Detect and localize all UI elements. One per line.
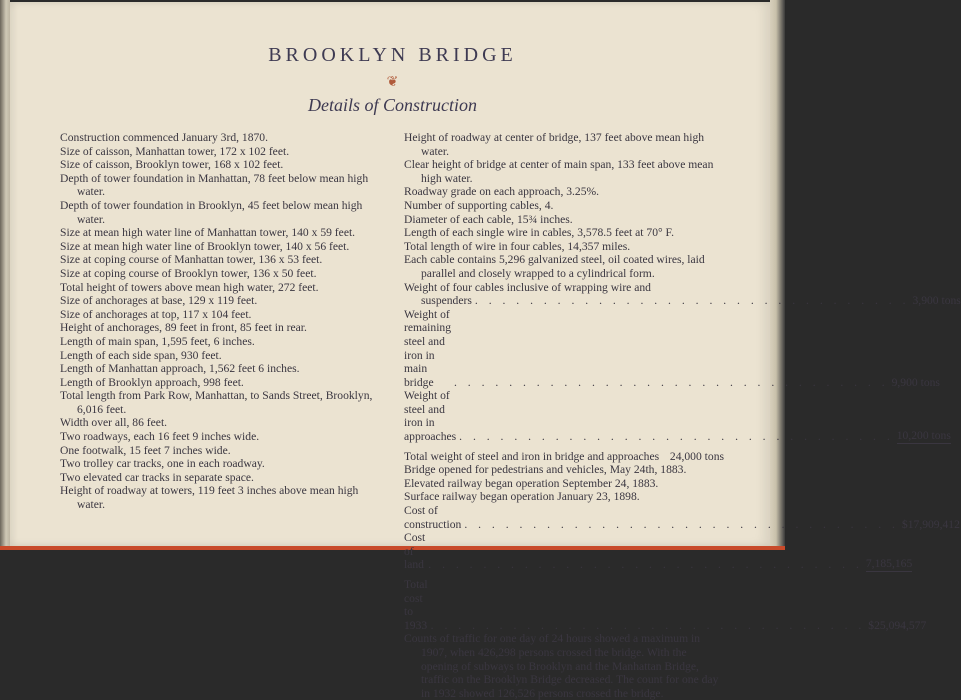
weight-label: suspenders: [421, 294, 472, 308]
fact-line: Length of Brooklyn approach, 998 feet.: [60, 375, 244, 389]
leader-dots: . . . . . . . . . . . . . . . . . . . . . . . . . . . . . . . .: [454, 375, 889, 389]
fact-line: Size at coping course of Brooklyn tower, 136 x 50 feet.: [60, 266, 317, 280]
fact-line: Height of roadway at center of bridge, 137 feet above mean high water.: [404, 131, 705, 158]
weight-total-row: [404, 450, 724, 464]
weight-label: Weight of steel and iron in approaches: [404, 389, 457, 444]
leader-dots: . . . . . . . . . . . . . . . . . . . . . . . . . . . . . . . .: [459, 430, 894, 444]
fact-line: Two elevated car tracks in separate space.: [60, 470, 254, 484]
page-title: BROOKLYN BRIDGE: [268, 44, 517, 66]
weight-value: 9,900 tons: [891, 375, 940, 389]
weight-value: 10,200 tons: [896, 429, 951, 443]
fact-line: Two roadways, each 16 feet 9 inches wide.: [60, 430, 260, 444]
fact-line: Width over all, 86 feet.: [60, 416, 168, 430]
fact-line: Total length from Park Row, Manhattan, to Sands Street, Brooklyn, 6,016 feet.: [60, 389, 373, 416]
leader-dots: . . . . . . . . . . . . . . . . . . . . . . . . . . . . . . . .: [428, 558, 863, 572]
weight-label: Weight of remaining steel and iron in main bridge: [404, 307, 452, 389]
fact-line: Surface railway began operation January 23, 1898.: [404, 490, 640, 504]
fact-line: Size at coping course of Manhattan tower, 136 x 53 feet.: [60, 253, 323, 267]
fact-line: Depth of tower foundation in Brooklyn, 45 feet below mean high water.: [60, 198, 363, 226]
fact-line: Length of Manhattan approach, 1,562 feet 6 inches.: [60, 362, 300, 376]
fleuron-icon: ❦: [386, 75, 399, 90]
fact-line: Size of anchorages at base, 129 x 119 feet.: [60, 294, 258, 308]
fact-line: Size of anchorages at top, 117 x 104 feet.: [60, 307, 252, 321]
fact-line: Number of supporting cables, 4.: [404, 198, 554, 212]
fact-line: Two trolley car tracks, one in each roadway.: [60, 457, 265, 471]
weight-row: [404, 294, 961, 308]
leader-dots: . . . . . . . . . . . . . . . . . . . . . . . . . . . . . . . .: [474, 294, 910, 308]
weight-row: [404, 307, 940, 390]
cost-label: Cost of land: [404, 531, 426, 572]
fact-line: Length of each side span, 930 feet.: [60, 348, 222, 362]
fact-line: Clear height of bridge at center of main span, 133 feet above mean high water.: [404, 158, 714, 185]
right-column: [404, 131, 961, 700]
fact-line: Construction commenced January 3rd, 1870.: [60, 131, 268, 144]
fact-line: Length of main span, 1,595 feet, 6 inches.: [60, 334, 255, 348]
cost-total-label: Total cost to 1933: [404, 578, 428, 632]
fact-line: Each cable contains 5,296 galvanized steel, oil coated wires, laid parallel and closely wrapped to a cylindrical form.: [404, 253, 705, 280]
cost-value: 7,185,165: [865, 557, 913, 571]
cost-total-row: [404, 578, 927, 632]
cost-label: Cost of construction: [404, 504, 462, 531]
traffic-note: Counts of traffic for one day of 24 hours showed a maximum in 1907, when 426,298 persons crossed the bridge. With the opening of subways to Brooklyn and the Manhattan Bridge, traffic on the Brooklyn Bridge decreased. The count for one day in 1932 showed 126,526 persons crossed the bridge.: [404, 632, 719, 700]
fact-line: Elevated railway began operation September 24, 1883.: [404, 476, 659, 490]
page-subtitle: Details of Construction: [307, 95, 477, 115]
weight-value: 3,900 tons: [912, 294, 961, 308]
fact-line: Size of caisson, Manhattan tower, 172 x 102 feet.: [60, 144, 290, 158]
weight-total-label: Total weight of steel and iron in bridge and approaches: [404, 449, 660, 463]
fact-line: Weight of four cables inclusive of wrapping wire and: [404, 280, 651, 294]
leader-dots: . . . . . . . . . . . . . . . . . . . . . . . . . . . . . . . .: [464, 517, 899, 531]
fact-line: Total height of towers above mean high water, 272 feet.: [60, 280, 319, 294]
cost-row: [404, 531, 913, 572]
cost-row: [404, 504, 960, 531]
left-column: [60, 131, 380, 512]
fact-line: Length of each single wire in cables, 3,578.5 feet at 70° F.: [404, 226, 674, 240]
fact-line: Total length of wire in four cables, 14,357 miles.: [404, 239, 631, 253]
weight-row: [404, 389, 951, 444]
leader-dots: . . . . . . . . . . . . . . . . . . . . . . . . . . . . . . . .: [430, 618, 866, 632]
fact-line: Bridge opened for pedestrians and vehicles, May 24th, 1883.: [404, 463, 687, 477]
fact-line: Height of anchorages, 89 feet in front, 85 feet in rear.: [60, 321, 307, 335]
weight-total-value: 24,000 tons: [669, 449, 724, 463]
fact-line: Size of caisson, Brooklyn tower, 168 x 102 feet.: [60, 158, 284, 172]
fact-line: Depth of tower foundation in Manhattan, 78 feet below mean high water.: [60, 171, 369, 199]
fact-line: Size at mean high water line of Manhattan tower, 140 x 59 feet.: [60, 226, 356, 240]
cost-value: $17,909,412: [901, 517, 960, 531]
cost-total-value: $25,094,577: [868, 618, 927, 632]
fact-line: Roadway grade on each approach, 3.25%.: [404, 185, 600, 199]
fact-line: Height of roadway at towers, 119 feet 3 inches above mean high water.: [60, 484, 359, 512]
fact-line: Diameter of each cable, 15¾ inches.: [404, 212, 573, 226]
fact-line: One footwalk, 15 feet 7 inches wide.: [60, 443, 231, 457]
fact-line: Size at mean high water line of Brooklyn tower, 140 x 56 feet.: [60, 239, 350, 253]
